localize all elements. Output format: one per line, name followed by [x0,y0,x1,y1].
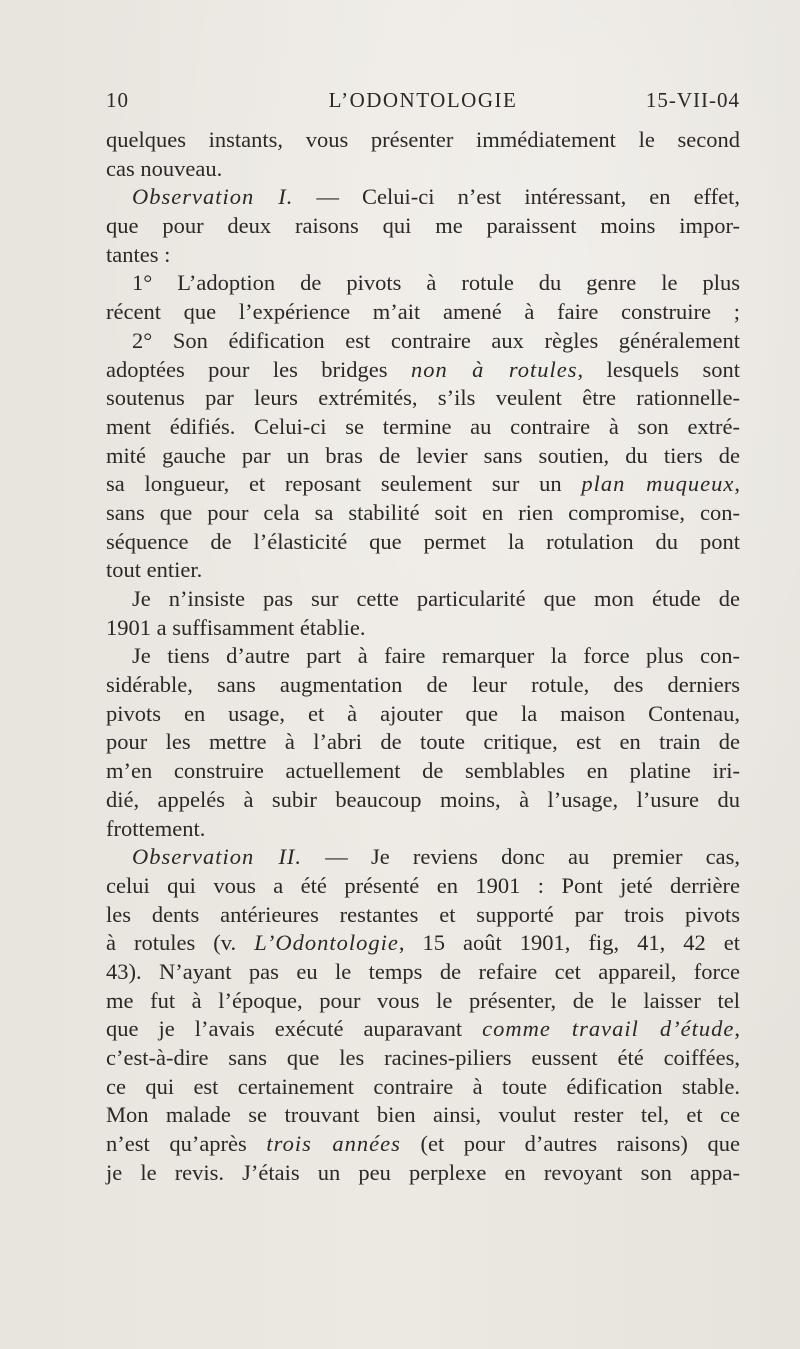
text-line: 1° L’adoption de pivots à rotule du genre le plus [132,270,740,296]
text-line: mité gauche par un bras de levier sans soutien, du tiers de [106,442,740,468]
text-line: adoptées pour les bridges non à rotules, lesquels sont [106,356,740,382]
issue-date: 15-VII-04 [645,88,740,112]
text-line: celui qui vous a été présenté en 1901 : Pont jeté derrière [106,872,740,898]
text-line: les dents antérieures restantes et supporté par trois pivots [106,901,740,927]
text-line: tout entier. [106,557,203,583]
text-line: Observation I. — Celui-ci n’est intéressant, en effet, [132,184,740,210]
text-line: n’est qu’après trois années (et pour d’autres raisons) que [106,1131,740,1157]
text-line: 43). N’ayant pas eu le temps de refaire cet appareil, force [106,958,740,984]
text-line: c’est-à-dire sans que les racines-piliers eussent été coiffées, [106,1045,740,1070]
text-line: Je n’insiste pas sur cette particularité que mon étude de [132,586,740,611]
text-line: cas nouveau. [106,155,223,181]
text-line: que je l’avais exécuté auparavant comme travail d’étude, [106,1016,740,1042]
text-line: sidérable, sans augmentation de leur rotule, des derniers [106,672,740,698]
text-line: tantes : [106,241,171,267]
text-line: séquence de l’élasticité que permet la rotulation du pont [106,528,740,554]
text-line: m’en construire actuellement de semblables en platine iri- [106,758,740,784]
text-line: dié, appelés à subir beaucoup moins, à l’usage, l’usure du [106,786,740,812]
text-line: que pour deux raisons qui me paraissent moins impor- [106,213,740,239]
text-line: à rotules (v. L’Odontologie, 15 août 1901, fig, 41, 42 et [106,930,740,956]
text-line: récent que l’expérience m’ait amené à faire construire ; [106,299,740,325]
text-line: sans que pour cela sa stabilité soit en rien compromise, con- [106,499,740,525]
text-line: soutenus par leurs extrémités, s’ils veulent être rationnelle- [106,385,740,411]
running-header [106,88,740,122]
page-number: 10 [106,88,129,112]
text-line: Observation II. — Je reviens donc au premier cas, [132,844,740,870]
text-line: me fut à l’époque, pour vous le présenter, de le laisser tel [106,987,740,1013]
text-line: sa longueur, et reposant seulement sur un plan muqueux, [106,471,740,497]
text-line: 1901 a suffisamment établie. [106,614,366,640]
text-line: ment édifiés. Celui-ci se termine au contraire à son extré- [106,413,740,439]
text-line: pour les mettre à l’abri de toute critique, est en train de [106,729,740,755]
text-line: je le revis. J’étais un peu perplexe en revoyant son appa- [106,1159,740,1185]
text-line: 2° Son édification est contraire aux règles généralement [132,327,740,353]
journal-title: L’ODONTOLOGIE [328,88,518,112]
text-line: Mon malade se trouvant bien ainsi, voulut rester tel, et ce [106,1102,740,1128]
text-line: ce qui est certainement contraire à toute édification stable. [106,1073,740,1099]
text-line: frottement. [106,815,206,841]
text-line: Je tiens d’autre part à faire remarquer la force plus con- [132,643,740,669]
body-text [106,126,740,1187]
text-line: pivots en usage, et à ajouter que la maison Contenau, [106,700,740,726]
text-line: quelques instants, vous présenter immédiatement le second [106,127,740,152]
